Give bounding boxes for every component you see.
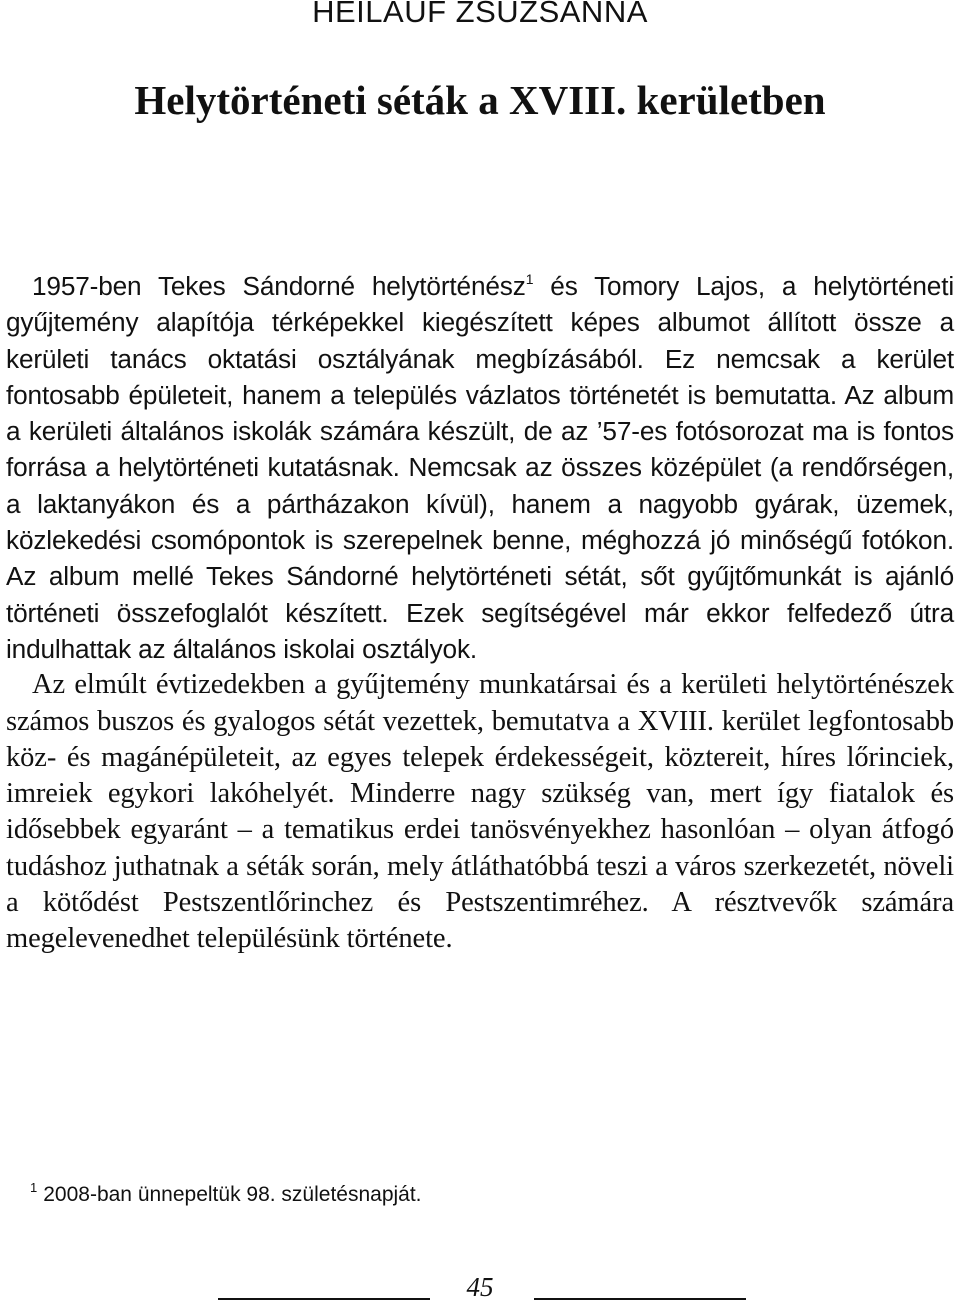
footnote-number: 1 xyxy=(30,1180,38,1195)
paragraph-1 xyxy=(6,268,954,667)
article-body xyxy=(6,268,954,958)
paragraph-1-rest: és Tomory Lajos, a helytörténeti gyűjtemény alapítója térképekkel kiegészített képes albumot állított össze a kerületi tanács oktatási osztályának megbízásából. Ez nemcsak a kerület fontosabb épületeit, hanem a település vázlatos történetét is bemutatta. Az album a kerületi általános iskolák számára készült, de az ’57-es fotósorozat ma is fontos forrása a helytörténeti kutatásnak. Nemcsak az összes középület (a rendőrségen, a laktanyákon és a pártházakon kívül), hanem a nagyobb gyárak, üzemek, közlekedési csomópontok is szerepelnek benne, méghozzá jó minőségű fotókon. Az album mellé Tekes Sándorné helytörténeti sétát, sőt gyűjtőmunkát is ajánló történeti összefoglalót készített. Ezek segítségével már ekkor felfedező útra indulhattak az általános iskolai osztályok. xyxy=(6,271,955,664)
footnote-reference[interactable]: 1 xyxy=(525,271,534,287)
footnote xyxy=(30,1180,422,1207)
author-name: HEILAUF ZSUZSANNA xyxy=(312,0,648,29)
article-title: Helytörténeti séták a XVIII. kerületben xyxy=(134,77,826,123)
page-number: 45 xyxy=(466,1272,494,1302)
footer-rule-left xyxy=(218,1298,430,1300)
paragraph-1-start: 1957-ben Tekes Sándorné helytörténész xyxy=(32,271,526,301)
footnote-text: 2008-ban ünnepeltük 98. születésnapját. xyxy=(43,1183,422,1206)
footer-rule-right xyxy=(534,1298,746,1300)
paragraph-2: Az elmúlt évtizedekben a gyűjtemény munkatársai és a kerületi helytörténészek számos buszos és gyalogos sétát vezettek, bemutatva a XVIII. kerület legfontosabb köz- és magánépületeit, az egyes telepek érdekességeit, köztereit, híres lőrinciek, imreiek egykori lakóhelyét. Minderre nagy szükség van, mert így fiatalok és idősebbek egyaránt – a tematikus erdei tanösvényekhez hasonlóan – olyan átfogó tudáshoz juthatnak a séták során, mely átláthatóbbá teszi a város szerkezetét, növeli a kötődést Pestszentlőrinchez és Pestszentimréhez. A résztvevők számára megelevenedhet településünk története. xyxy=(6,669,954,955)
